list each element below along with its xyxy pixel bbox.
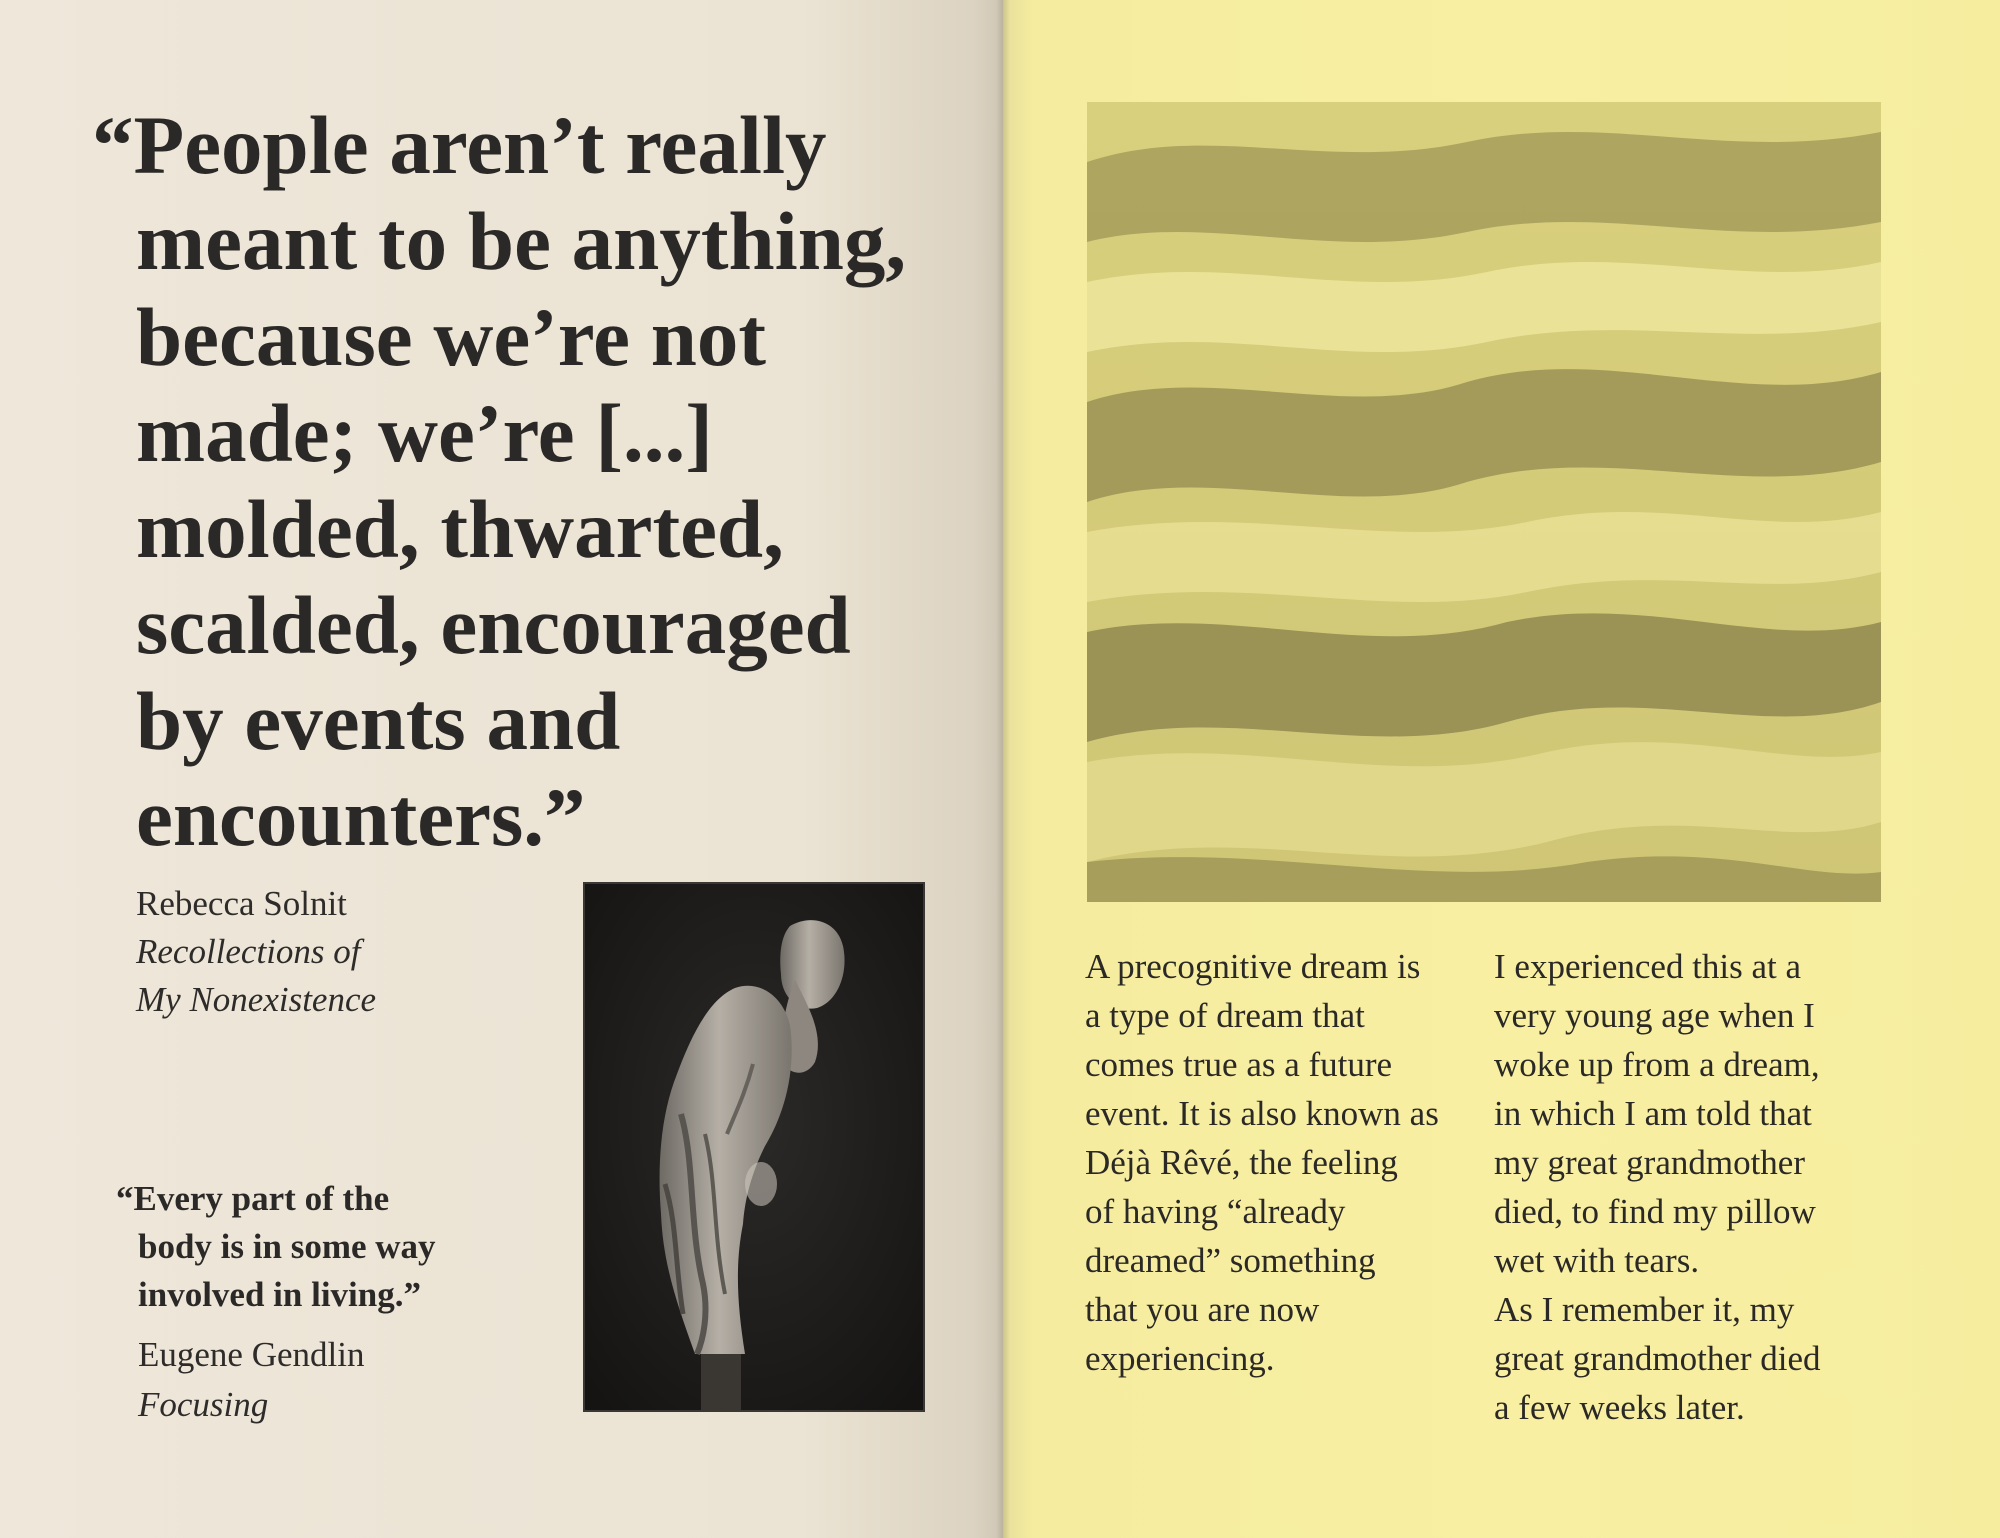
text-line: very young age when I (1494, 996, 1815, 1035)
main-quote (92, 97, 952, 865)
main-quote-line: molded, thwarted, (136, 483, 784, 575)
citation-gendlin (138, 1330, 364, 1430)
main-quote-line: by events and (136, 675, 621, 767)
text-line: A precognitive dream is (1085, 947, 1421, 986)
citation-title: Focusing (138, 1385, 269, 1424)
main-quote-line: because we’re not (136, 291, 767, 383)
text-line: my great grandmother (1494, 1143, 1806, 1182)
citation-solnit (136, 880, 376, 1024)
text-line: that you are now (1085, 1290, 1320, 1329)
second-quote-line: “Every part of the (116, 1179, 390, 1218)
citation-title: Recollections of (136, 932, 361, 971)
text-line: woke up from a dream, (1494, 1045, 1820, 1084)
text-line: died, to find my pillow (1494, 1192, 1816, 1231)
text-line: of having “already (1085, 1192, 1346, 1231)
text-line: experiencing. (1085, 1339, 1275, 1378)
second-quote (116, 1175, 536, 1319)
main-quote-line: made; we’re [...] (136, 387, 713, 479)
second-quote-line: involved in living.” (138, 1275, 421, 1314)
main-quote-line: “People aren’t really (92, 99, 827, 191)
main-quote-line: scalded, encouraged (136, 579, 851, 671)
text-line: comes true as a future (1085, 1045, 1393, 1084)
citation-title: My Nonexistence (136, 980, 377, 1019)
text-line: As I remember it, my (1494, 1290, 1795, 1329)
statue-photo (583, 882, 925, 1412)
citation-author: Rebecca Solnit (136, 884, 347, 923)
text-line: a few weeks later. (1494, 1388, 1745, 1427)
book-gutter (996, 0, 1010, 1538)
main-quote-line: encounters.” (136, 771, 586, 863)
personal-experience-text (1494, 942, 1894, 1432)
main-quote-line: meant to be anything, (136, 195, 907, 287)
text-line: dreamed” something (1085, 1241, 1376, 1280)
text-line: I experienced this at a (1494, 947, 1802, 986)
second-quote-line: body is in some way (138, 1227, 436, 1266)
precognitive-dream-definition (1085, 942, 1485, 1383)
text-line: a type of dream that (1085, 996, 1365, 1035)
text-line: event. It is also known as (1085, 1094, 1439, 1133)
text-line: Déjà Rêvé, the feeling (1085, 1143, 1398, 1182)
text-line: great grandmother died (1494, 1339, 1821, 1378)
cloud-photo (1087, 102, 1881, 902)
text-line: wet with tears. (1494, 1241, 1700, 1280)
citation-author: Eugene Gendlin (138, 1335, 365, 1374)
text-line: in which I am told that (1494, 1094, 1812, 1133)
